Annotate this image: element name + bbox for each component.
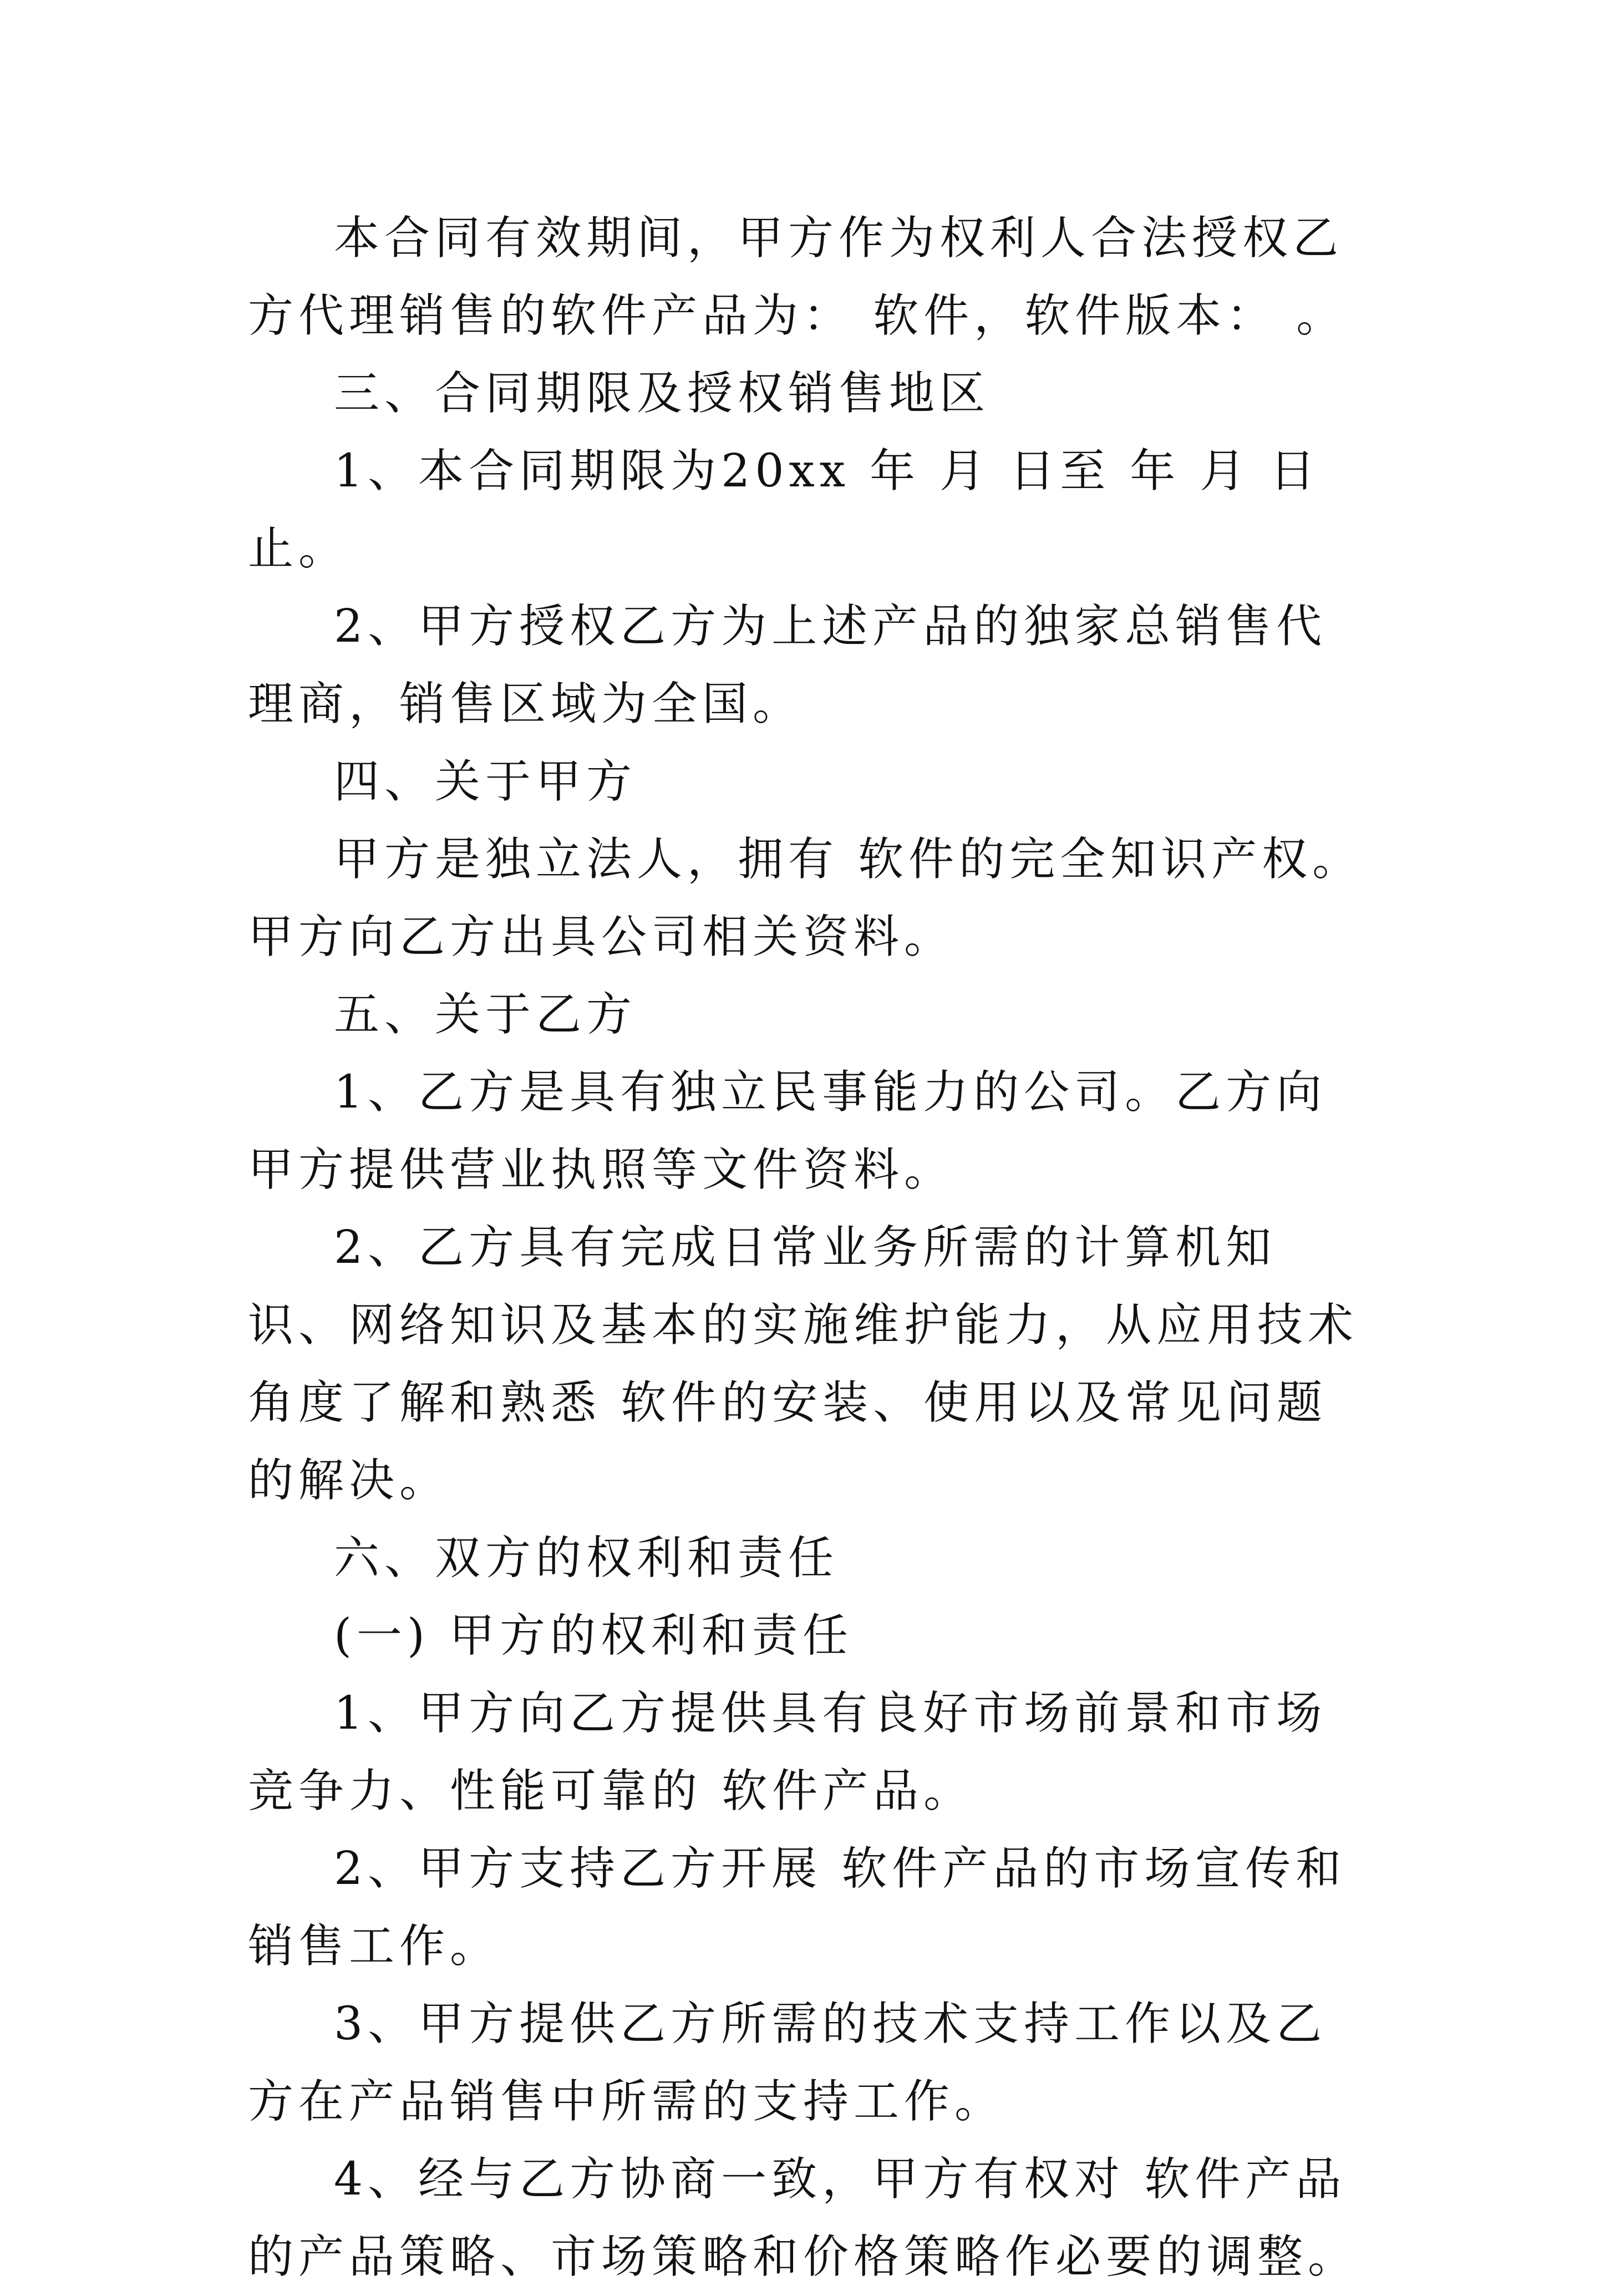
paragraph-authorized-product: 本合同有效期间，甲方作为权利人合法授权乙方代理销售的软件产品为： 软件，软件版本： 。: [248, 212, 1347, 342]
paragraph-party-a-ip: 甲方是独立法人，拥有 软件的完全知识产权。甲方向乙方出具公司相关资料。: [248, 833, 1363, 963]
paragraph-party-a-duty-4: 4、经与乙方协商一致，甲方有权对 软件产品的产品策略、市场策略和价格策略作必要的调整。: [248, 2153, 1359, 2283]
paragraph-party-a-duty-2: 2、甲方支持乙方开展 软件产品的市场宣传和销售工作。: [248, 1842, 1347, 1973]
paragraph-term: 1、本合同期限为20xx 年 月 日至 年 月 日止。: [248, 445, 1320, 575]
paragraph-party-a-duty-3: 3、甲方提供乙方所需的技术支持工作以及乙方在产品销售中所需的支持工作。: [248, 1998, 1327, 2128]
heading-about-party-a: 四、关于甲方: [334, 755, 637, 808]
heading-rights-and-duties: 六、双方的权利和责任: [334, 1532, 839, 1584]
document-body: [248, 200, 1368, 2296]
paragraph-party-b-capability: 2、乙方具有完成日常业务所需的计算机知识、网络知识及基本的实施维护能力，从应用技术角度了解和熟悉 软件的安装、使用以及常见问题的解决。: [248, 1221, 1359, 1507]
subheading-party-a-rights: (一) 甲方的权利和责任: [334, 1609, 854, 1662]
heading-about-party-b: 五、关于乙方: [334, 988, 637, 1041]
paragraph-party-a-duty-1: 1、甲方向乙方提供具有良好市场前景和市场竞争力、性能可靠的 软件产品。: [248, 1687, 1327, 1817]
paragraph-party-b-company: 1、乙方是具有独立民事能力的公司。乙方向甲方提供营业执照等文件资料。: [248, 1066, 1327, 1196]
heading-term-and-region: 三、合同期限及授权销售地区: [334, 367, 991, 420]
paragraph-exclusive-agent: 2、甲方授权乙方为上述产品的独家总销售代理商，销售区域为全国。: [248, 600, 1327, 730]
